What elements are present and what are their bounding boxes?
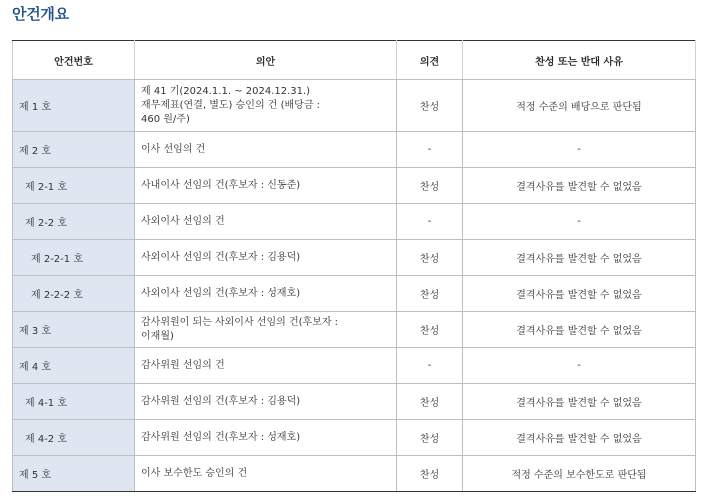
page-title: 안건개요 <box>12 5 69 23</box>
opinion: 찬성 <box>397 168 463 204</box>
agenda-title: 감사위원 선임의 건(후보자 : 성재호) <box>135 420 397 456</box>
reason: 결격사유를 발견할 수 없었음 <box>463 312 696 348</box>
header-agenda: 의안 <box>135 41 397 80</box>
agenda-number: 제 2-2 호 <box>13 204 135 240</box>
table-row <box>13 312 696 348</box>
reason: 적정 수준의 보수한도로 판단됨 <box>463 456 696 492</box>
opinion: - <box>397 204 463 240</box>
opinion: 찬성 <box>397 276 463 312</box>
opinion: 찬성 <box>397 456 463 492</box>
table-row <box>13 132 696 168</box>
table-row <box>13 240 696 276</box>
table-row <box>13 168 696 204</box>
reason: 결격사유를 발견할 수 없었음 <box>463 420 696 456</box>
table-row <box>13 348 696 384</box>
agenda-title: 감사위원 선임의 건(후보자 : 김용덕) <box>135 384 397 420</box>
reason: - <box>463 348 696 384</box>
agenda-number: 제 2-2-2 호 <box>13 276 135 312</box>
agenda-title-line: 이재월) <box>141 330 174 342</box>
opinion: 찬성 <box>397 384 463 420</box>
agenda-title <box>135 80 397 132</box>
agenda-number: 제 5 호 <box>13 456 135 492</box>
table-row <box>13 204 696 240</box>
agenda-title-line: 460 원/주) <box>141 113 190 125</box>
agenda-table <box>12 40 696 492</box>
opinion: - <box>397 132 463 168</box>
table-row <box>13 456 696 492</box>
agenda-title: 사외이사 선임의 건(후보자 : 김용덕) <box>135 240 397 276</box>
agenda-title-line: 재무제표(연결, 별도) 승인의 건 (배당금 : <box>141 99 321 111</box>
agenda-title <box>135 312 397 348</box>
agenda-number: 제 4 호 <box>13 348 135 384</box>
reason: 적정 수준의 배당으로 판단됨 <box>463 80 696 132</box>
table-header-row <box>13 41 696 80</box>
agenda-title-line: 감사위원이 되는 사외이사 선임의 건(후보자 : <box>141 316 339 328</box>
reason: 결격사유를 발견할 수 없었음 <box>463 240 696 276</box>
agenda-number: 제 2-2-1 호 <box>13 240 135 276</box>
agenda-number: 제 1 호 <box>13 80 135 132</box>
table-row <box>13 420 696 456</box>
opinion: - <box>397 348 463 384</box>
reason: 결격사유를 발견할 수 없었음 <box>463 168 696 204</box>
table-row <box>13 276 696 312</box>
opinion: 찬성 <box>397 312 463 348</box>
agenda-title: 이사 보수한도 승인의 건 <box>135 456 397 492</box>
agenda-number: 제 2 호 <box>13 132 135 168</box>
agenda-title: 이사 선임의 건 <box>135 132 397 168</box>
header-reason: 찬성 또는 반대 사유 <box>463 41 696 80</box>
opinion: 찬성 <box>397 420 463 456</box>
agenda-number: 제 4-2 호 <box>13 420 135 456</box>
agenda-title: 사외이사 선임의 건(후보자 : 성재호) <box>135 276 397 312</box>
agenda-title: 사외이사 선임의 건 <box>135 204 397 240</box>
opinion: 찬성 <box>397 80 463 132</box>
agenda-number: 제 3 호 <box>13 312 135 348</box>
agenda-title: 감사위원 선임의 건 <box>135 348 397 384</box>
table-row <box>13 80 696 132</box>
agenda-title: 사내이사 선임의 건(후보자 : 신동준) <box>135 168 397 204</box>
agenda-number: 제 2-1 호 <box>13 168 135 204</box>
reason: 결격사유를 발견할 수 없었음 <box>463 276 696 312</box>
table-row <box>13 384 696 420</box>
reason: - <box>463 204 696 240</box>
reason: 결격사유를 발견할 수 없었음 <box>463 384 696 420</box>
reason: - <box>463 132 696 168</box>
agenda-number: 제 4-1 호 <box>13 384 135 420</box>
opinion: 찬성 <box>397 240 463 276</box>
header-agenda-number: 안건번호 <box>13 41 135 80</box>
header-opinion: 의견 <box>397 41 463 80</box>
agenda-title-line: 제 41 기(2024.1.1. ~ 2024.12.31.) <box>141 85 311 97</box>
